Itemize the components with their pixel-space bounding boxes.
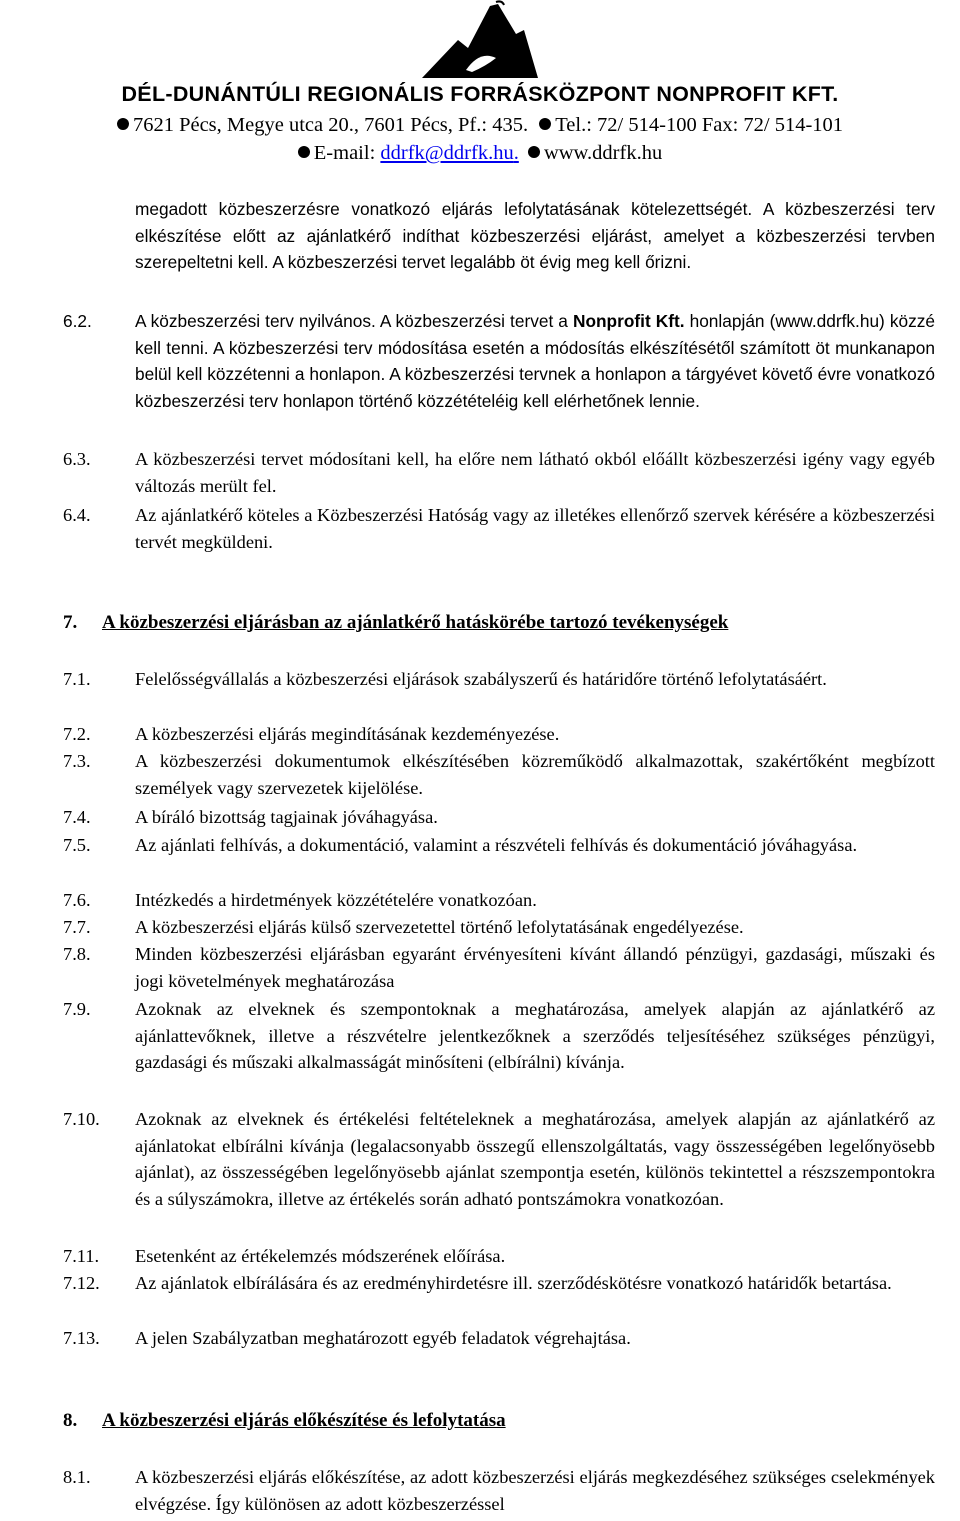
org-name: DÉL-DUNÁNTÚLI REGIONÁLIS FORRÁSKÖZPONT NONPROFIT KFT.	[121, 82, 839, 106]
item-text: Azoknak az elveknek és szempontoknak a meghatározása, amelyek alapján az ajánlatkérő az ajánlattevőknek, illetve a részvételre jelentkezőknek a szerződés teljesítéséhez szükséges pénzügyi, gazdasági és műszaki alkalmasságát minősíteni (elbírálni) kívánja.	[135, 999, 935, 1073]
item-6-2	[135, 308, 935, 414]
website[interactable]: www.ddrfk.hu	[543, 142, 663, 164]
section6-intro: megadott közbeszerzésre vonatkozó eljárás lefolytatásának kötelezettségét. A közbeszerzési terv elkészítése előtt az ajánlatkérő indíthat közbeszerzési eljárást, amelyet a közbeszerzési tervben szerepeltetni kell. A közbeszerzési tervet legalább öt évig meg kell őrizni.	[135, 199, 935, 273]
list-item	[63, 914, 935, 941]
bullet-icon	[528, 146, 540, 158]
item-number: 6.2.	[63, 311, 92, 331]
item-6-2-text-a: A közbeszerzési terv nyilvános. A közbeszerzési tervet a	[135, 311, 573, 331]
section-number: 8.	[63, 1410, 78, 1431]
phone-fax: Tel.: 72/ 514-100 Fax: 72/ 514-101	[555, 114, 844, 136]
item-text: Felelősségvállalás a közbeszerzési eljárások szabályszerű és határidőre történő lefolytatásáért.	[135, 669, 827, 689]
item-number: 6.4.	[63, 505, 91, 525]
item-number: 7.1.	[63, 669, 91, 689]
company-logo	[420, 0, 540, 80]
item-number: 7.9.	[63, 999, 91, 1019]
section-title: A közbeszerzési eljárás előkészítése és lefolytatása	[102, 1410, 506, 1431]
list-item	[63, 721, 935, 748]
item-text: A közbeszerzési eljárás megindításának kezdeményezése.	[135, 724, 560, 744]
item-number: 7.4.	[63, 807, 91, 827]
item-text: Azoknak az elveknek és értékelési feltételeknek a meghatározása, amelyek alapján az ajánlatkérő az ajánlatokat elbírálni kívánja (legalacsonyabb összegű ellenszolgáltatás, vagy összességében legelőnyösebb ajánlat), az összességében legelőnyösebb ajánlat szempontja esetén, különös tekintettel a részszempontokra és a súlyszámokra, illetve az értékelés során adható pontszámokra vonatkozóan.	[135, 1109, 935, 1209]
list-item	[63, 1325, 935, 1352]
email-link[interactable]: ddrfk@ddrfk.hu	[380, 142, 514, 164]
item-text: Intézkedés a hirdetmények közzétételére vonatkozóan.	[135, 890, 537, 910]
list-item	[63, 666, 935, 693]
list-item	[63, 748, 935, 801]
address: 7621 Pécs, Megye utca 20., 7601 Pécs, Pf.: 435.	[132, 114, 529, 136]
item-number: 7.11.	[63, 1246, 100, 1266]
bullet-icon	[298, 146, 310, 158]
bullet-icon	[117, 118, 129, 130]
item-text: A bíráló bizottság tagjainak jóváhagyása.	[135, 807, 438, 827]
contact-line	[0, 114, 960, 137]
item-number: 7.10.	[63, 1109, 100, 1129]
item-text: A jelen Szabályzatban meghatározott egyéb feladatok végrehajtása.	[135, 1328, 631, 1348]
list-item	[63, 804, 935, 831]
list-item	[63, 1243, 935, 1270]
section-title: A közbeszerzési eljárásban az ajánlatkérő hatáskörébe tartozó tevékenységek	[102, 612, 729, 633]
item-number: 7.6.	[63, 890, 91, 910]
item-text: A közbeszerzési dokumentumok elkészítésében közreműködő alkalmazottak, szakértőként megbízott személyek vagy szervezetek kijelölése.	[135, 751, 935, 798]
list-item	[63, 887, 935, 914]
list-item	[63, 996, 935, 1076]
item-number: 8.1.	[63, 1467, 91, 1487]
list-item	[63, 941, 935, 994]
item-number: 7.5.	[63, 835, 91, 855]
item-number: 7.12.	[63, 1273, 100, 1293]
item-6-2-text-b: honlapján (www.ddrfk.hu) közzé kell tenni. A közbeszerzési terv módosítása esetén a módosítás elkészítésétől számított öt munkanapon belül kell közzétenni a honlapon. A közbeszerzési tervnek a honlapon a tárgyévet követő évre vonatkozó közbeszerzési terv honlapon történő közzétételéig kell elérhetőnek lennie.	[135, 311, 935, 411]
list-item	[63, 1464, 935, 1517]
item-number: 6.3.	[63, 449, 91, 469]
item-6-3: A közbeszerzési tervet módosítani kell, ha előre nem látható okból előállt közbeszerzési igény vagy egyéb változás merült fel.	[135, 449, 935, 496]
section-number: 7.	[63, 612, 78, 633]
list-item	[63, 1106, 935, 1212]
email-suffix: .	[513, 142, 519, 164]
company-bold: Nonprofit Kft.	[572, 311, 685, 331]
item-number: 7.13.	[63, 1328, 100, 1348]
email-label: E-mail:	[313, 142, 381, 164]
list-item	[63, 832, 935, 859]
item-number: 7.7.	[63, 917, 91, 937]
item-text: A közbeszerzési eljárás előkészítése, az adott közbeszerzési eljárás megkezdéséhez szükséges cselekmények elvégzése. Így különösen az adott közbeszerzéssel	[135, 1467, 935, 1514]
item-number: 7.8.	[63, 944, 91, 964]
item-text: Az ajánlatok elbírálására és az eredményhirdetésre ill. szerződéskötésre vonatkozó határidők betartása.	[135, 1273, 892, 1293]
item-text: A közbeszerzési eljárás külső szervezetettel történő lefolytatásának engedélyezése.	[135, 917, 744, 937]
item-6-4: Az ajánlatkérő köteles a Közbeszerzési Hatóság vagy az illetékes ellenőrző szervek kérésére a közbeszerzési tervét megküldeni.	[135, 505, 935, 552]
item-text: Esetenként az értékelemzés módszerének előírása.	[135, 1246, 506, 1266]
item-number: 7.3.	[63, 751, 91, 771]
bullet-icon	[539, 118, 551, 130]
item-text: Az ajánlati felhívás, a dokumentáció, valamint a részvételi felhívás és dokumentáció jóváhagyása.	[135, 835, 858, 855]
list-item	[63, 1270, 935, 1297]
web-line	[0, 142, 960, 165]
item-text: Minden közbeszerzési eljárásban egyaránt érvényesíteni kívánt állandó pénzügyi, gazdasági, műszaki és jogi követelmények meghatározása	[135, 944, 935, 991]
item-number: 7.2.	[63, 724, 91, 744]
